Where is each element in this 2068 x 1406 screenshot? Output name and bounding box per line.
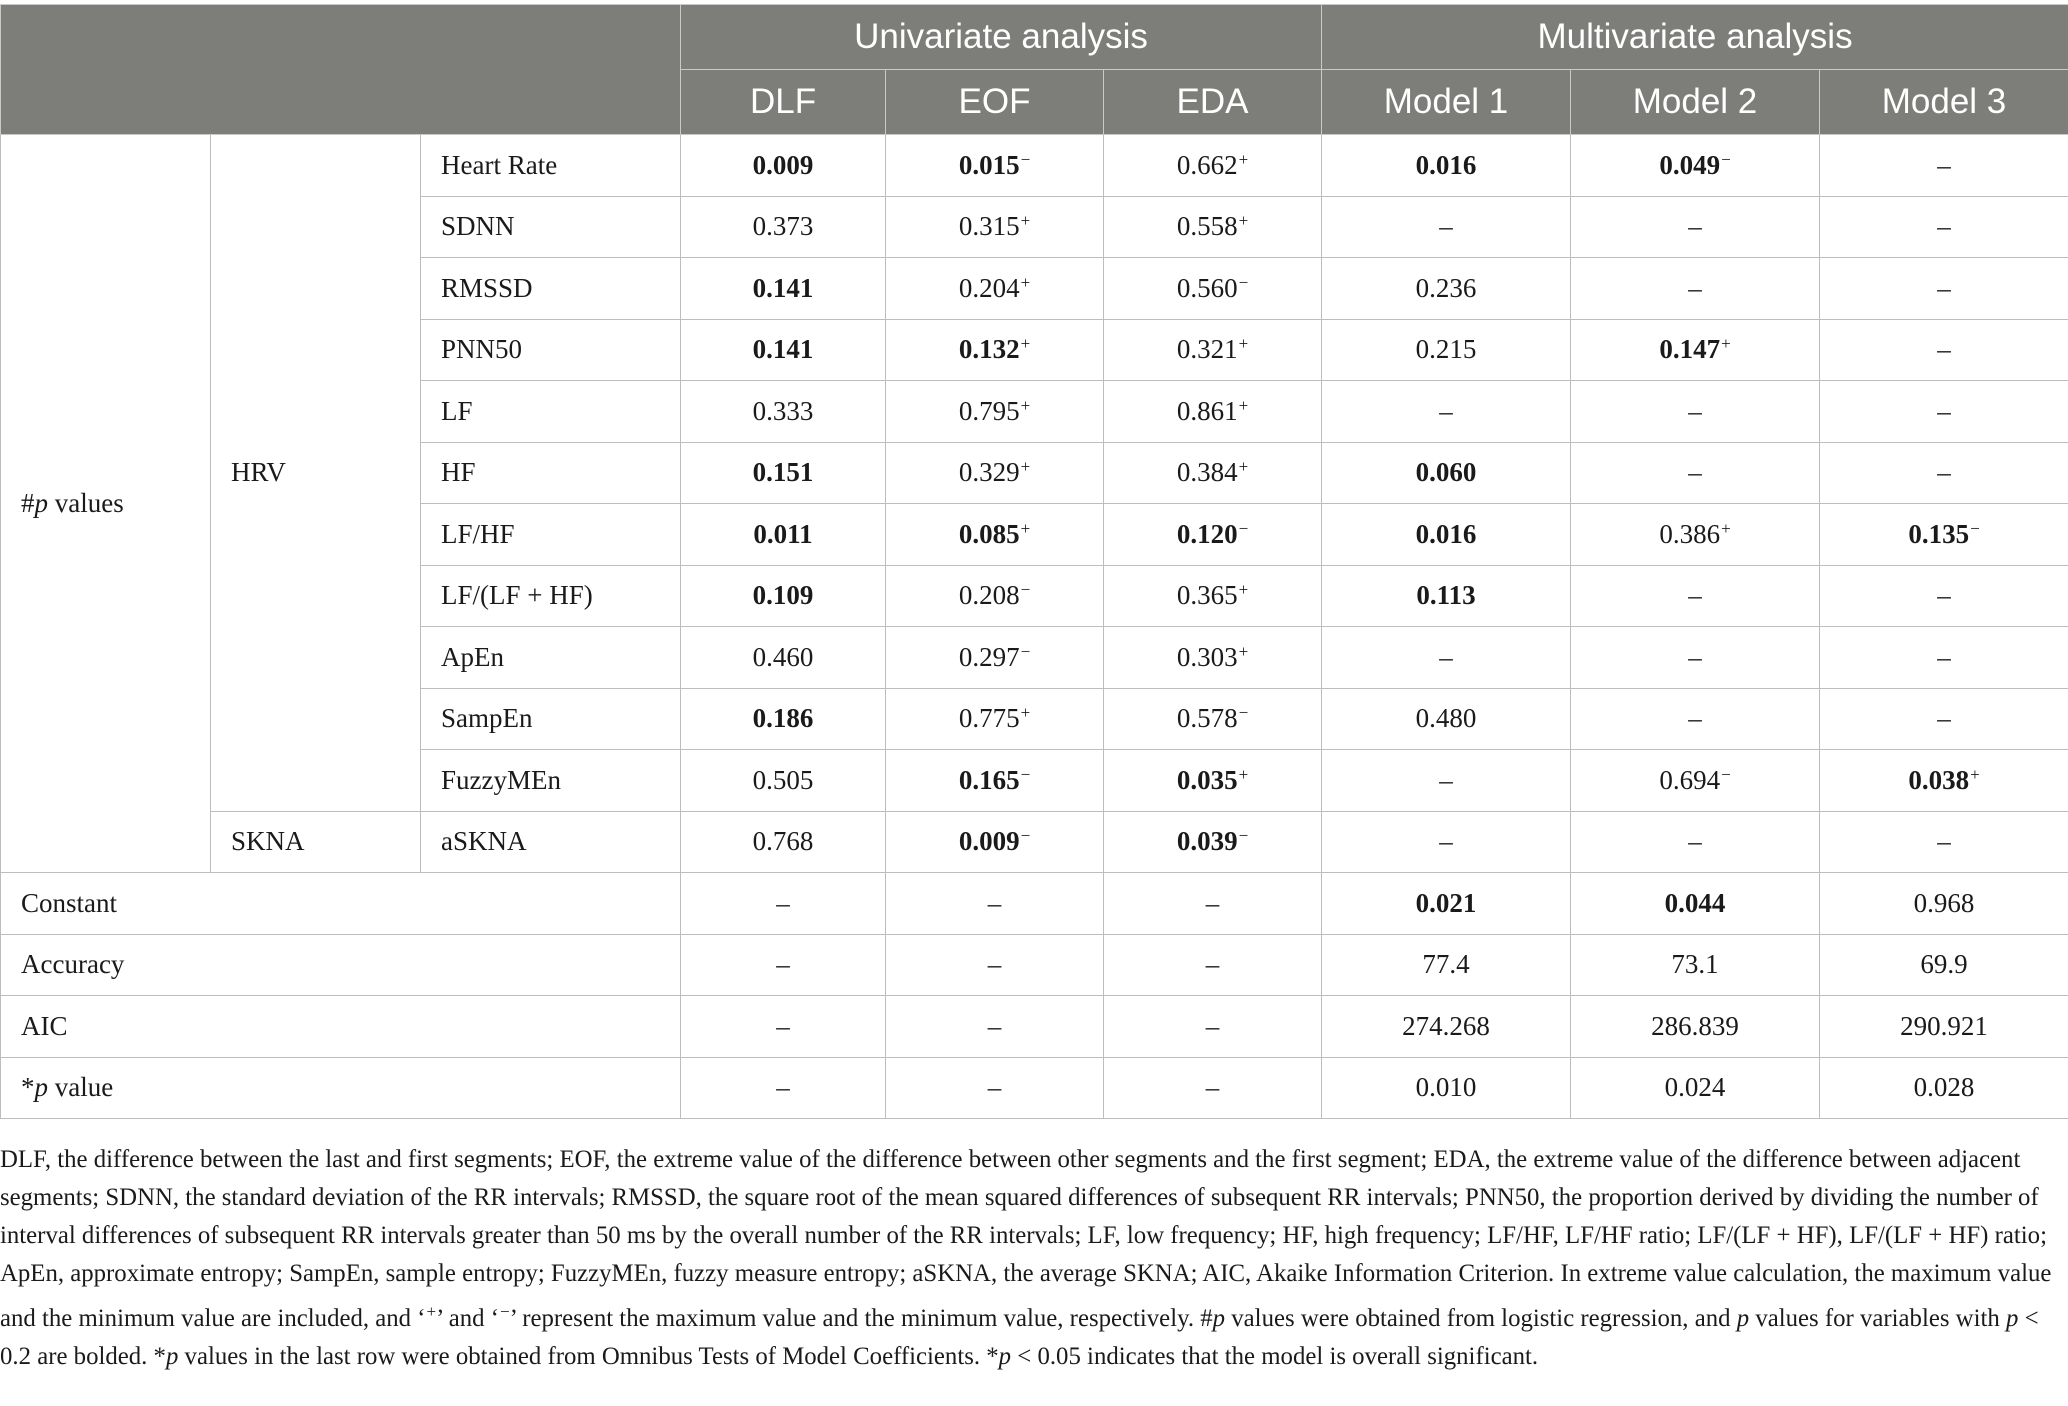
cell-value: 0.009 <box>752 149 814 180</box>
table-cell <box>1322 750 1571 812</box>
p-values-group-label <box>1 135 211 873</box>
cell-value: 0.236 <box>1415 272 1477 303</box>
table-cell <box>1104 627 1322 689</box>
table-row <box>1 811 2068 873</box>
extreme-marker: + <box>1238 211 1249 231</box>
table-cell <box>1322 1057 1571 1119</box>
table-cell <box>1571 750 1820 812</box>
table-body <box>1 135 2068 1119</box>
table-cell <box>886 750 1104 812</box>
row-label: LF/HF <box>421 504 681 566</box>
cell-value: 0.321 <box>1176 334 1238 365</box>
row-label: Accuracy <box>1 934 681 996</box>
table-cell <box>1322 565 1571 627</box>
table-cell <box>1571 196 1820 258</box>
cell-value: 0.049 <box>1659 149 1721 180</box>
table-cell <box>1820 750 2068 812</box>
cell-value: – <box>1937 334 1951 365</box>
extreme-marker: + <box>1020 272 1031 292</box>
row-label: FuzzyMEn <box>421 750 681 812</box>
cell-value: 0.035 <box>1176 764 1238 795</box>
extreme-marker: + <box>1020 518 1031 538</box>
table-cell <box>681 811 886 873</box>
row-label: PNN50 <box>421 319 681 381</box>
cell-value: 0.303 <box>1176 641 1238 672</box>
table-cell <box>1820 442 2068 504</box>
table-cell <box>681 135 886 197</box>
header-univariate: Univariate analysis <box>681 5 1322 70</box>
cell-value: – <box>1439 211 1453 242</box>
cell-value: – <box>776 1072 790 1103</box>
extreme-marker: + <box>1020 211 1031 231</box>
cell-value: 0.775 <box>958 703 1020 734</box>
extreme-marker: + <box>1238 149 1249 169</box>
table-cell <box>886 196 1104 258</box>
table-cell <box>886 811 1104 873</box>
table-cell <box>1322 627 1571 689</box>
row-label: Heart Rate <box>421 135 681 197</box>
table-cell <box>886 135 1104 197</box>
extreme-marker: − <box>1020 764 1031 784</box>
cell-value: – <box>1937 149 1951 180</box>
cell-value: – <box>1937 641 1951 672</box>
label-suffix: values <box>48 488 124 518</box>
cell-value: 0.386 <box>1659 518 1721 549</box>
extreme-marker: + <box>1970 764 1980 784</box>
table-cell <box>681 258 886 320</box>
footnote-text: ’ represent the maximum value and the minimum value, respectively. # <box>509 1305 1213 1332</box>
footnote-text: values in the last row were obtained from Omnibus Tests of Model Coefficients. * <box>178 1343 999 1370</box>
table-cell <box>1322 688 1571 750</box>
table-cell <box>886 504 1104 566</box>
table-cell <box>886 258 1104 320</box>
table-cell <box>1820 996 2068 1058</box>
extreme-marker: − <box>1020 580 1031 600</box>
cell-value: 0.109 <box>752 580 814 611</box>
cell-value: 0.333 <box>752 395 814 426</box>
row-label: Constant <box>1 873 681 935</box>
cell-value: 0.208 <box>958 580 1020 611</box>
results-table <box>0 4 2068 1119</box>
table-cell <box>1820 873 2068 935</box>
cell-value: – <box>776 1010 790 1041</box>
hrv-group-label: HRV <box>211 135 421 812</box>
cell-value: – <box>1205 1010 1220 1041</box>
table-cell <box>1104 319 1322 381</box>
cell-value: – <box>1688 826 1702 857</box>
table-cell <box>1820 1057 2068 1119</box>
table-cell <box>1571 258 1820 320</box>
table-cell <box>681 381 886 443</box>
footnote-plus-symbol: + <box>426 1302 437 1321</box>
label-prefix: * <box>21 1072 35 1103</box>
cell-value: – <box>1205 949 1220 980</box>
table-cell <box>1104 504 1322 566</box>
cell-value: 0.204 <box>958 272 1020 303</box>
cell-value: 0.297 <box>958 641 1020 672</box>
cell-value: 0.186 <box>752 703 814 734</box>
extreme-marker: − <box>1238 518 1249 538</box>
cell-value: 77.4 <box>1422 949 1470 980</box>
cell-value: 73.1 <box>1671 949 1719 980</box>
cell-value: 290.921 <box>1900 1010 1988 1041</box>
table-cell <box>681 196 886 258</box>
table-cell <box>1322 996 1571 1058</box>
extreme-marker: − <box>1721 149 1731 169</box>
table-cell <box>1571 934 1820 996</box>
extreme-marker: + <box>1721 518 1731 538</box>
footnote-italic-p: p <box>1212 1305 1226 1332</box>
cell-value: 0.060 <box>1415 457 1477 488</box>
table-cell <box>1571 1057 1820 1119</box>
table-cell <box>1820 381 2068 443</box>
cell-value: 0.039 <box>1176 826 1238 857</box>
extreme-marker: + <box>1238 580 1249 600</box>
extreme-marker: − <box>1020 149 1031 169</box>
extreme-marker: − <box>1020 826 1031 846</box>
table-cell <box>1571 565 1820 627</box>
label-prefix: # <box>21 488 35 518</box>
table-cell <box>886 442 1104 504</box>
table-cell <box>1571 319 1820 381</box>
table-cell <box>1571 135 1820 197</box>
table-cell <box>1104 381 1322 443</box>
row-label <box>1 1057 681 1119</box>
cell-value: – <box>1937 703 1951 734</box>
cell-value: – <box>1439 826 1453 857</box>
table-cell <box>1322 258 1571 320</box>
cell-value: – <box>987 949 1002 980</box>
cell-value: 0.315 <box>958 211 1020 242</box>
row-label: LF/(LF + HF) <box>421 565 681 627</box>
table-cell <box>1322 811 1571 873</box>
cell-value: 0.015 <box>958 149 1020 180</box>
header-corner <box>1 5 681 135</box>
footnote-text: < 0.05 indicates that the model is overall significant. <box>1011 1343 1539 1370</box>
table-cell <box>1322 504 1571 566</box>
summary-row <box>1 996 2068 1058</box>
footnote-text: < 0.2 are bolded. * <box>0 1305 2039 1370</box>
cell-value: 0.028 <box>1913 1072 1975 1103</box>
table-cell <box>681 750 886 812</box>
table-cell <box>681 688 886 750</box>
cell-value: – <box>1205 887 1220 918</box>
cell-value: – <box>987 1010 1002 1041</box>
cell-value: 0.024 <box>1664 1072 1726 1103</box>
cell-value: 0.662 <box>1176 149 1238 180</box>
footnote-text: DLF, the difference between the last and first segments; EOF, the extreme value of the difference between other segments and the first segment; EDA, the extreme value of the difference between adjacent segments; SDNN, the standard deviation of the RR intervals; RMSSD, the square root of the mean squared differences of subsequent RR intervals; PNN50, the proportion derived by dividing the number of interval differences of subsequent RR intervals greater than 50 ms by the overall number of the RR intervals; LF, low frequency; HF, high frequency; LF/HF, LF/HF ratio; LF/(LF + HF), LF/(LF + HF) ratio; ApEn, approximate entropy; SampEn, sample entropy; FuzzyMEn, fuzzy measure entropy; aSKNA, the average SKNA; AIC, Akaike Information Criterion. In extreme value calculation, the maximum value and the minimum value are included, and ‘ <box>0 1146 2052 1332</box>
cell-value: 0.768 <box>752 826 814 857</box>
cell-value: 0.021 <box>1415 887 1477 918</box>
table-cell <box>1104 196 1322 258</box>
row-label: SDNN <box>421 196 681 258</box>
cell-value: 0.373 <box>752 211 814 242</box>
table-cell <box>1104 873 1322 935</box>
table-cell <box>1104 688 1322 750</box>
table-cell <box>1104 750 1322 812</box>
table-cell <box>1322 381 1571 443</box>
table-header <box>1 5 2068 135</box>
header-model-3: Model 3 <box>1820 70 2068 135</box>
table-cell <box>681 934 886 996</box>
cell-value: 0.505 <box>752 764 814 795</box>
cell-value: – <box>1937 457 1951 488</box>
summary-row <box>1 934 2068 996</box>
summary-row <box>1 873 2068 935</box>
extreme-marker: + <box>1238 395 1249 415</box>
cell-value: 0.861 <box>1176 395 1238 426</box>
cell-value: – <box>1688 641 1702 672</box>
cell-value: 0.147 <box>1659 334 1721 365</box>
table-cell <box>886 627 1104 689</box>
table-cell <box>886 688 1104 750</box>
cell-value: – <box>1688 272 1702 303</box>
table-cell <box>1571 688 1820 750</box>
cell-value: 0.011 <box>753 518 813 549</box>
cell-value: 0.009 <box>958 826 1020 857</box>
table-cell <box>1820 258 2068 320</box>
footnote-italic-p: p <box>2005 1305 2019 1332</box>
extreme-marker: + <box>1020 703 1031 723</box>
header-eof: EOF <box>886 70 1104 135</box>
row-label: LF <box>421 381 681 443</box>
table-cell <box>1820 811 2068 873</box>
cell-value: 0.038 <box>1908 764 1970 795</box>
table-cell <box>1820 135 2068 197</box>
table-cell <box>1571 996 1820 1058</box>
table-cell <box>1104 258 1322 320</box>
cell-value: – <box>1439 395 1453 426</box>
skna-group-label: SKNA <box>211 811 421 873</box>
cell-value: – <box>1688 703 1702 734</box>
table-cell <box>1820 319 2068 381</box>
table-cell <box>1104 1057 1322 1119</box>
label-suffix: value <box>48 1072 114 1103</box>
table-cell <box>681 627 886 689</box>
table-cell <box>1322 135 1571 197</box>
extreme-marker: + <box>1238 457 1249 477</box>
cell-value: 0.141 <box>752 272 814 303</box>
cell-value: – <box>1937 211 1951 242</box>
table-cell <box>886 873 1104 935</box>
cell-value: – <box>1439 764 1453 795</box>
cell-value: – <box>1937 395 1951 426</box>
table-cell <box>1104 135 1322 197</box>
cell-value: – <box>987 887 1002 918</box>
cell-value: – <box>1937 826 1951 857</box>
cell-value: – <box>776 949 790 980</box>
cell-value: 0.694 <box>1659 764 1721 795</box>
header-multivariate: Multivariate analysis <box>1322 5 2068 70</box>
table-cell <box>1571 442 1820 504</box>
cell-value: 274.268 <box>1402 1010 1490 1041</box>
cell-value: 0.135 <box>1908 518 1970 549</box>
extreme-marker: + <box>1721 334 1731 354</box>
table-cell <box>681 873 886 935</box>
cell-value: 0.560 <box>1176 272 1238 303</box>
table-cell <box>1571 811 1820 873</box>
table-cell <box>1104 442 1322 504</box>
cell-value: – <box>1205 1072 1220 1103</box>
table-cell <box>1820 504 2068 566</box>
table-cell <box>1322 934 1571 996</box>
table-cell <box>681 1057 886 1119</box>
row-label: ApEn <box>421 627 681 689</box>
summary-row <box>1 1057 2068 1119</box>
extreme-marker: − <box>1238 826 1249 846</box>
table-cell <box>1104 934 1322 996</box>
table-cell <box>681 565 886 627</box>
header-eda: EDA <box>1104 70 1322 135</box>
table-cell <box>886 319 1104 381</box>
cell-value: 0.795 <box>958 395 1020 426</box>
extreme-marker: − <box>1238 272 1249 292</box>
table-cell <box>1820 934 2068 996</box>
table-cell <box>681 504 886 566</box>
cell-value: – <box>776 887 790 918</box>
cell-value: 0.132 <box>958 334 1020 365</box>
row-label: AIC <box>1 996 681 1058</box>
extreme-marker: + <box>1238 764 1249 784</box>
table-cell <box>1104 565 1322 627</box>
cell-value: 0.113 <box>1416 580 1476 611</box>
row-label: RMSSD <box>421 258 681 320</box>
row-label: SampEn <box>421 688 681 750</box>
cell-value: – <box>1439 641 1453 672</box>
header-model-1: Model 1 <box>1322 70 1571 135</box>
table-cell <box>1820 688 2068 750</box>
table-cell <box>1104 996 1322 1058</box>
table-cell <box>1571 504 1820 566</box>
cell-value: 286.839 <box>1651 1010 1739 1041</box>
cell-value: 0.460 <box>752 641 814 672</box>
extreme-marker: + <box>1020 395 1031 415</box>
extreme-marker: − <box>1020 641 1031 661</box>
table-cell <box>681 442 886 504</box>
footnote-text: ’ and ‘ <box>436 1305 500 1332</box>
extreme-marker: + <box>1238 334 1249 354</box>
table-cell <box>1820 565 2068 627</box>
cell-value: 0.120 <box>1176 518 1238 549</box>
extreme-marker: + <box>1238 641 1249 661</box>
cell-value: – <box>1688 457 1702 488</box>
table-cell <box>681 996 886 1058</box>
extreme-marker: − <box>1970 518 1980 538</box>
table-cell <box>1571 873 1820 935</box>
cell-value: 0.085 <box>958 518 1020 549</box>
table-cell <box>886 381 1104 443</box>
row-label: aSKNA <box>421 811 681 873</box>
header-group-row <box>1 5 2068 70</box>
cell-value: 0.010 <box>1415 1072 1477 1103</box>
table-cell <box>1322 319 1571 381</box>
table-cell <box>1104 811 1322 873</box>
footnote-text: values for variables with <box>1749 1305 2006 1332</box>
label-italic-p: p <box>34 1072 48 1103</box>
cell-value: 0.968 <box>1913 887 1975 918</box>
table-cell <box>886 934 1104 996</box>
cell-value: 69.9 <box>1920 949 1968 980</box>
table-cell <box>681 319 886 381</box>
cell-value: – <box>987 1072 1002 1103</box>
footnote-italic-p: p <box>1736 1305 1750 1332</box>
extreme-marker: − <box>1721 764 1731 784</box>
footnote-minus-symbol: − <box>500 1302 510 1321</box>
table-cell <box>1322 442 1571 504</box>
cell-value: 0.578 <box>1176 703 1238 734</box>
cell-value: 0.480 <box>1415 703 1477 734</box>
footnote-text: values were obtained from logistic regression, and <box>1225 1305 1737 1332</box>
cell-value: 0.558 <box>1176 211 1238 242</box>
cell-value: 0.016 <box>1415 149 1477 180</box>
table-footnote <box>0 1141 2060 1376</box>
table-cell <box>886 996 1104 1058</box>
label-italic-p: p <box>34 488 48 518</box>
table-cell <box>1571 627 1820 689</box>
cell-value: – <box>1937 272 1951 303</box>
cell-value: 0.329 <box>958 457 1020 488</box>
table-cell <box>886 1057 1104 1119</box>
cell-value: 0.384 <box>1176 457 1238 488</box>
cell-value: 0.016 <box>1415 518 1477 549</box>
cell-value: – <box>1688 395 1702 426</box>
cell-value: – <box>1688 580 1702 611</box>
header-model-2: Model 2 <box>1571 70 1820 135</box>
cell-value: 0.151 <box>752 457 814 488</box>
table-row <box>1 135 2068 197</box>
table-cell <box>1820 196 2068 258</box>
cell-value: 0.365 <box>1176 580 1238 611</box>
header-dlf: DLF <box>681 70 886 135</box>
table-cell <box>886 565 1104 627</box>
cell-value: 0.044 <box>1664 887 1726 918</box>
table-cell <box>1322 873 1571 935</box>
cell-value: 0.141 <box>752 334 814 365</box>
cell-value: – <box>1688 211 1702 242</box>
table-cell <box>1322 196 1571 258</box>
extreme-marker: − <box>1238 703 1249 723</box>
footnote-italic-p: p <box>165 1343 179 1370</box>
extreme-marker: + <box>1020 334 1031 354</box>
extreme-marker: + <box>1020 457 1031 477</box>
footnote-italic-p: p <box>998 1343 1012 1370</box>
table-cell <box>1820 627 2068 689</box>
table-cell <box>1571 381 1820 443</box>
cell-value: 0.215 <box>1415 334 1477 365</box>
cell-value: – <box>1937 580 1951 611</box>
cell-value: 0.165 <box>958 764 1020 795</box>
row-label: HF <box>421 442 681 504</box>
